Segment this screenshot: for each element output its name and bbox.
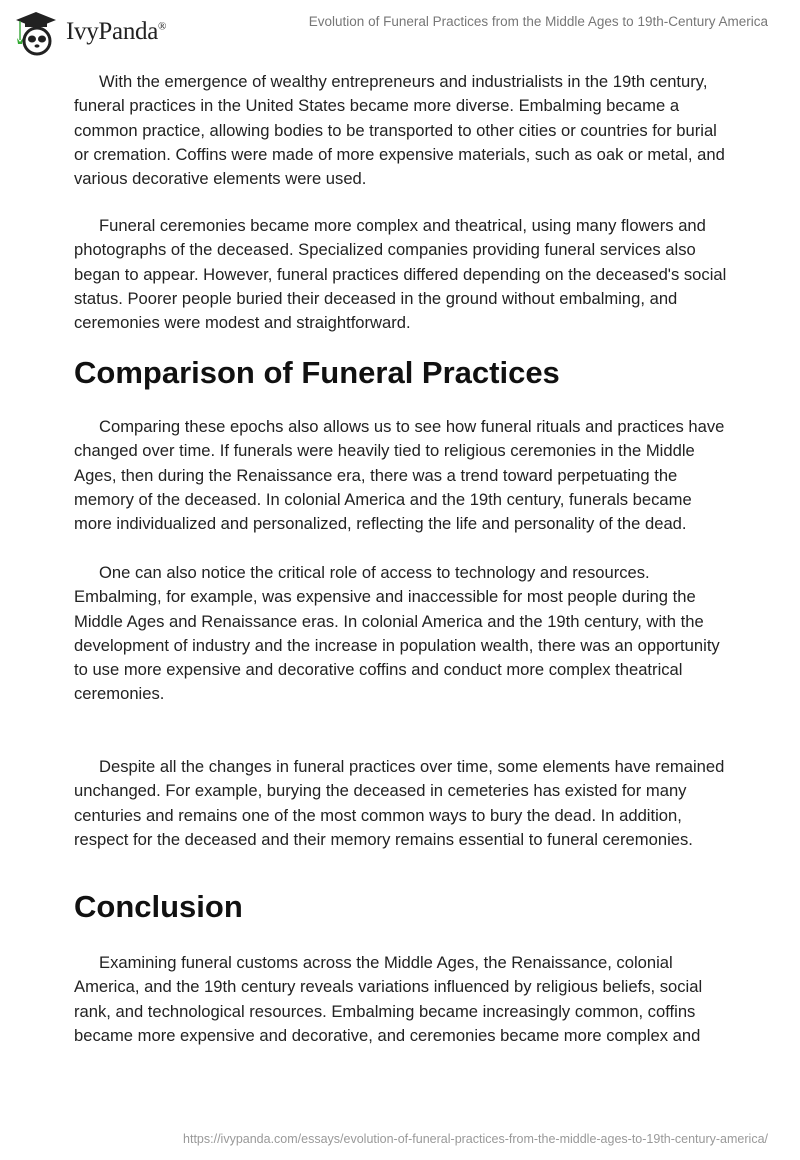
panda-graduate-icon [12, 8, 60, 56]
ivypanda-logo[interactable] [12, 8, 166, 56]
logo-text: IvyPanda [66, 18, 159, 45]
section-heading-comparison: Comparison of Funeral Practices [74, 355, 560, 390]
document-title: Evolution of Funeral Practices from the Middle Ages to 19th-Century America [308, 14, 768, 29]
paragraph: Examining funeral customs across the Middle Ages, the Renaissance, colonial America, and the 19th century reveals variations influenced by religious beliefs, social rank, and technological resources. Embalming became increasingly common, coffins became more expensive and decorative, and ceremonies became more complex and [74, 953, 703, 1045]
paragraph: Despite all the changes in funeral practices over time, some elements have remained unchanged. For example, burying the deceased in cemeteries has existed for many centuries and remains one of the most common ways to bury the dead. In addition, respect for the deceased and their memory remains essential to funeral ceremonies. [74, 757, 725, 849]
section-heading-conclusion: Conclusion [74, 889, 243, 924]
paragraph: Comparing these epochs also allows us to see how funeral rituals and practices have changed over time. If funerals were heavily tied to religious ceremonies in the Middle Ages, then during the Renaissance era, there was a trend toward perpetuating the memory of the deceased. In colonial America and the 19th century, funerals became more individualized and personalized, reflecting the life and personality of the dead. [74, 417, 725, 534]
paragraph: With the emergence of wealthy entrepreneurs and industrialists in the 19th century, funeral practices in the United States became more diverse. Embalming became a common practice, allowing bodies to be transported to other cities or countries for burial or cremation. Coffins were made of more expensive materials, such as oak or metal, and various decorative elements were used. [74, 72, 725, 189]
paragraph: Funeral ceremonies became more complex and theatrical, using many flowers and photographs of the deceased. Specialized companies providing funeral services also began to appear. However, funeral practices differed depending on the deceased's social status. Poorer people buried their deceased in the ground without embalming, and ceremonies were modest and straightforward. [74, 216, 727, 333]
paragraph: One can also notice the critical role of access to technology and resources. Embalming, for example, was expensive and inaccessible for most people during the Middle Ages and Renaissance eras. In colonial America and the 19th century, with the development of industry and the increase in population wealth, there was an opportunity to use more expensive and decorative coffins and conduct more complex theatrical ceremonies. [74, 563, 720, 704]
registered-mark: ® [158, 20, 167, 33]
article-body [74, 70, 728, 191]
source-url[interactable]: https://ivypanda.com/essays/evolution-of-funeral-practices-from-the-middle-ages-to-19th-century-america/ [183, 1132, 768, 1146]
